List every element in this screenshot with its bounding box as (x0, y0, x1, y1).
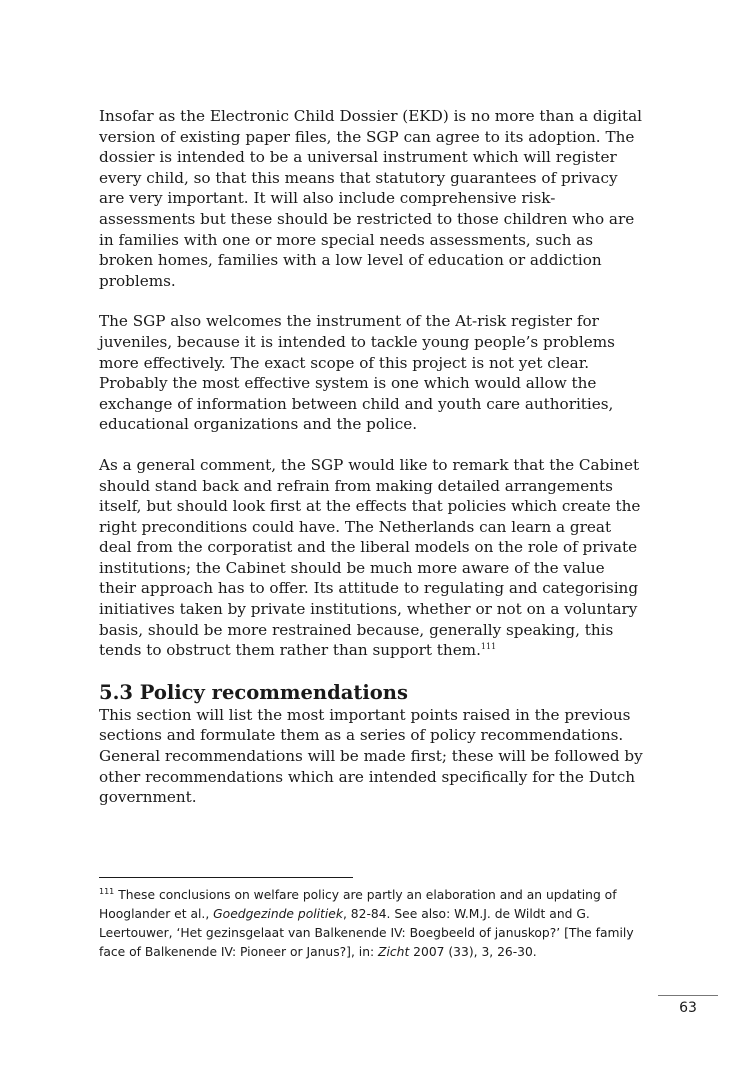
footnote-text-part-2: , 82-84. See also: W.M.J. de Wildt and G. Leertouwer, ‘Het gezinsgelaat van Balkenende IV: Boegbeeld of januskop?’ [The family face of Balkenende IV: Pioneer or Janus?], in: (99, 907, 634, 959)
paragraph-general-comment-text: As a general comment, the SGP would like to remark that the Cabinet should stand back and refrain from making detailed arrangements itself, but should look first at the effects that policies which create the right preconditions could have. The Netherlands can learn a great deal from the corporatist and the liberal models on the role of private institutions; the Cabinet should be much more aware of the value their approach has to offer. Its attitude to regulating and categorising initiatives taken by private institutions, whether or not on a voluntary basis, should be more restrained because, generally speaking, this tends to obstruct them rather than support them. (99, 455, 641, 660)
footnote-italic-title-2: Zicht (378, 945, 410, 959)
footnote-text (99, 886, 644, 962)
footnote-italic-title-1: Goedgezinde politiek (213, 907, 343, 921)
document-body (99, 106, 644, 828)
paragraph-ekd: Insofar as the Electronic Child Dossier (EKD) is no more than a digital version of existing paper files, the SGP can agree to its adoption. The dossier is intended to be a universal instrument which will register every child, so that this means that statutory guarantees of privacy are very important. It will also include comprehensive risk-assessments but these should be restricted to those children who are in families with one or more special needs assessments, such as broken homes, families with a low level of education or addiction problems. (99, 107, 643, 290)
footnote-text-part-3: 2007 (33), 3, 26-30. (409, 945, 537, 959)
footnote-reference[interactable]: 111 (480, 642, 497, 652)
footnote (99, 886, 644, 962)
page-number-divider (658, 995, 718, 996)
footnote-divider (99, 877, 353, 878)
page-number: 63 (679, 1000, 697, 1016)
paragraph-section-intro: This section will list the most important points raised in the previous sections and formulate them as a series of policy recommendations. General recommendations will be made first; these will be followed by other recommendations which are intended specifically for the Dutch government. (99, 705, 643, 807)
footnote-text-part-1: These conclusions on welfare policy are partly an elaboration and an updating of Hooglander et al., (99, 888, 617, 921)
paragraph-general-comment (99, 455, 644, 661)
paragraph-at-risk-register: The SGP also welcomes the instrument of the At-risk register for juveniles, because it is intended to tackle young people’s problems more effectively. The exact scope of this project is not yet clear. Probably the most effective system is one which would allow the exchange of information between child and youth care authorities, educational organizations and the police. (99, 312, 615, 434)
footnote-number: 111 (99, 886, 115, 896)
section-heading: 5.3 Policy recommendations (99, 680, 408, 704)
